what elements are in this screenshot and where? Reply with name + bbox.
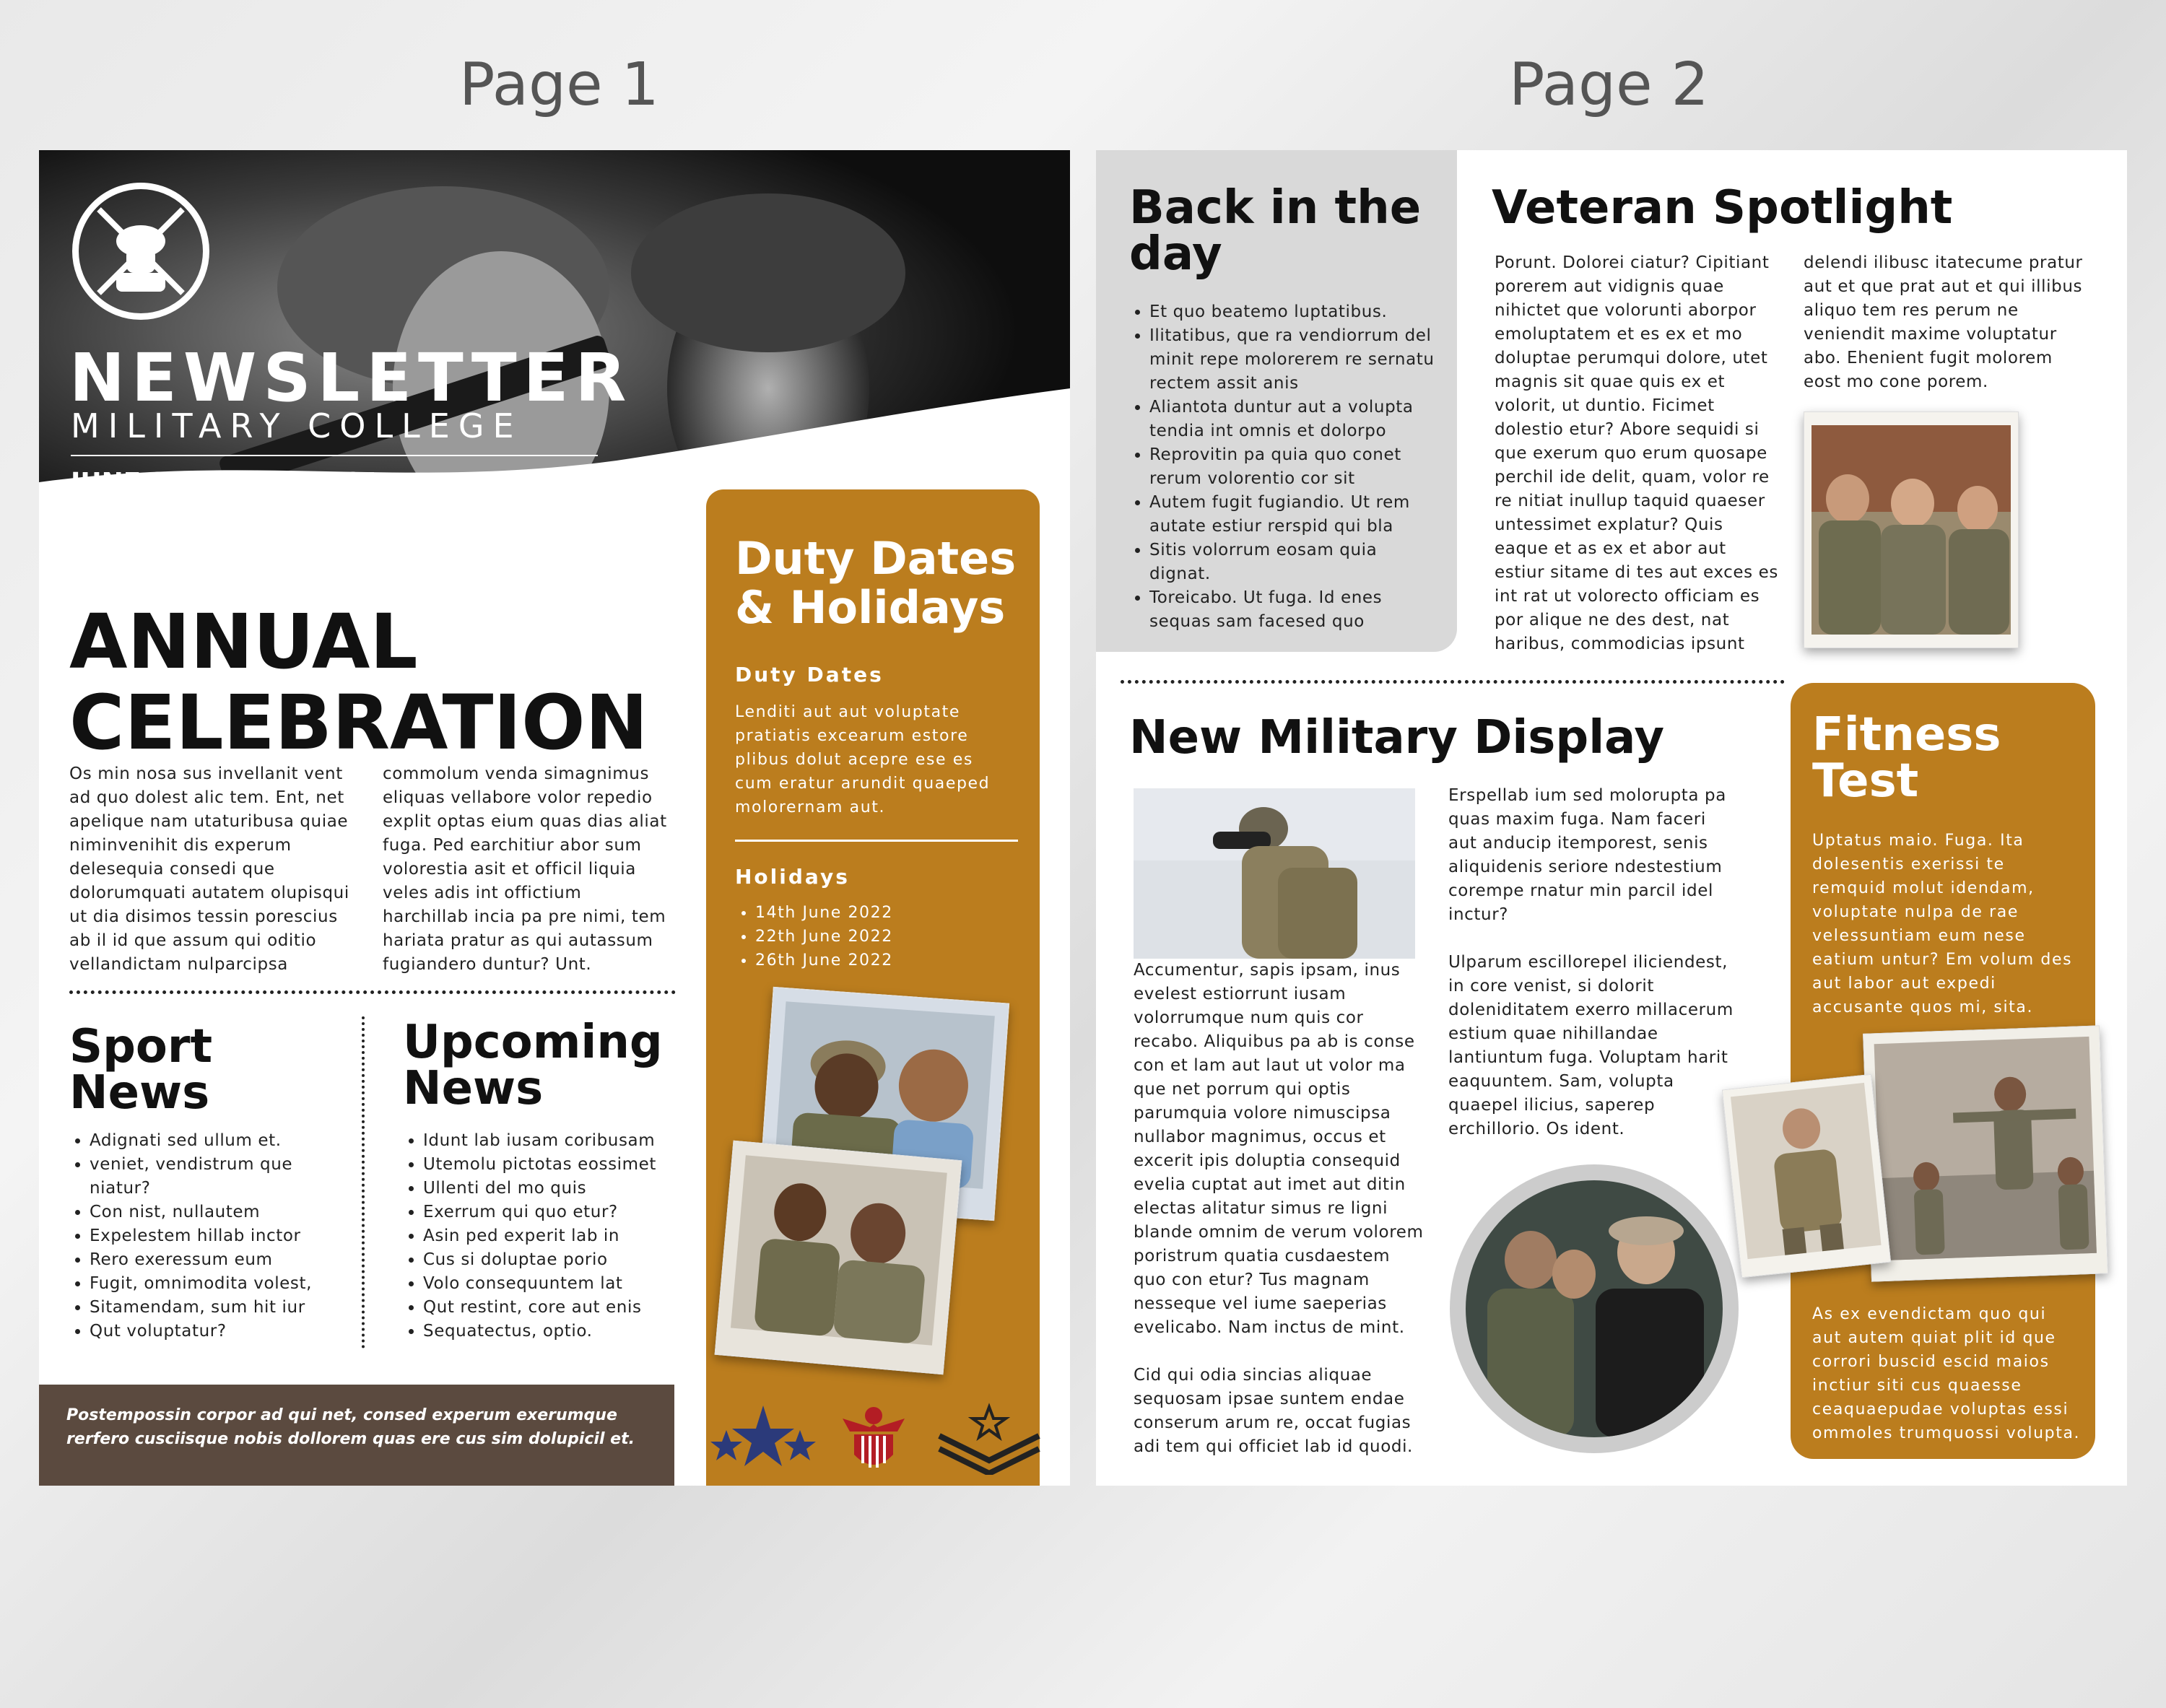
section-divider [1121,680,1785,684]
list-item: • Et quo beatemo luptatibus. [1149,300,1454,324]
veteran-spotlight-title: Veteran Spotlight [1492,181,1953,235]
list-item: • Utemolu pictotas eossimet [423,1153,692,1177]
holiday-item: • 22th June 2022 [755,925,1024,949]
annual-column-2: commolum venda simagnimus eliquas vellabore volor repedio explit optas eium quas dias aliat fuga. Ped earchitiur abor sum volorestia asit et officil liquia veles adis int offictium harchillab incia pa pre nimi, tem hariata pratur as qui autassum fugiandero duntur? Unt. [383,764,667,974]
newsletter-page-1 [39,150,1070,1486]
fitness-test-title: Fitness Test [1812,708,2001,808]
masthead-divider [71,455,598,456]
list-item: • Sitis volorrum eosam quia dignat. [1149,539,1454,586]
eagle-shield-icon [841,1403,906,1478]
column-divider [362,1016,365,1348]
masthead-date-issue: JUNE 2022 | ISSUE 01 [71,468,380,497]
veteran-column-1: Porunt. Dolorei ciatur? Cipitiant porerem aut vidignis quae nihictet que volorunti aborpor emoluptatem et es ex et mo doluptae perumqui dolore, utet magnis sit quae quis ex et volorit, ut duntio. Ficimet dolestio etur? Abore sequidi si que exerum quo erum quosape perchil ide delit, quam, volor re re nitiat inullup taquid quaeser untessimet explatur? Quis eaque et as ex et abor aut estiur sitame di tes aut exces es int rat ut volorecto officiam es por alique ne des dest, nat haribus, commodicias ipsunt [1495,253,1778,653]
page-2-label: Page 2 [1509,51,1709,119]
sport-news-title: Sport News [69,1020,213,1120]
holiday-item: • 14th June 2022 [755,901,1024,925]
list-item: • Qut restint, core aut enis [423,1296,692,1320]
list-item: • Con nist, nullautem [90,1201,358,1224]
masthead-title: NEWSLETTER [69,339,633,417]
display-column-1: Accumentur, sapis ipsam, inus evelest estiorrunt iusam volorrumque num quis cor recabo. Aliquibus pa ab is conse con et lam aut laut ut volor ma que net porrum qui optis parumquia volore nimuscipsa nullabor magnimus, occus et excerit ipis doluptia consequid evelia cuptat aut imet aut ditin electas alitatur simus re ligni blande omnim de verum volorem poristrum quatia cusdaestem quo con etur? Tus magnam nesseque vel iume saeperias evelicabo. Nam inctus de mint. Cid qui odia sincias aliquae sequosam ipsae suntem endae conserum arum re, occat fugias adi tem qui officiet lab id quodi. [1134,961,1424,1456]
list-item: • Ullenti del mo quis [423,1177,692,1201]
page-1-label: Page 1 [459,51,659,119]
upcoming-news-title: Upcoming News [403,1016,663,1115]
fitness-text-2: As ex evendictam quo qui aut autem quiat plit id que corrori buscid escid maios inctiur siti cus quaesse ceaquaepudae voluptas essi ommoles trumquossi volupta. [1812,1305,2081,1442]
veteran-column-2: delendi ilibusc itatecume pratur aut et que prat aut et qui illibus aliquo tem res perum ne veniendit maxime voluptatur abo. Ehenient fugit molorem eost mo cone porem. [1804,253,2083,391]
list-item: • Toreicabo. Ut fuga. Id enes sequas sam facesed quo [1149,586,1454,634]
display-column-2: Erspellab ium sed molorupta pa quas maxim fuga. Nam faceri aut anducip itemporest, senis aliquidenis seriore ndestestium corempe rnatur min parcil idel inctur? Ulparum escillorepel iliciendest, in core venist, si dolorit doleniditatem exerro millacerum estium quae nihillandae lantiuntum fuga. Voluptam harit eaquuntem. Sam, volupta quaepel ilicius, saperep erchillorio. Os ident. [1448,786,1734,1138]
list-item: • veniet, vendistrum que niatur? [90,1153,358,1201]
list-item: • Sitamendam, sum hit iur [90,1296,358,1320]
fitness-text-1: Uptatus maio. Fuga. Ita dolesentis exerissi te remquid molut idendam, voluptate nulpa de rae velessuntiam eum nese eatium untur? Em volum des aut labor aut expedi accusante quos mi, sita. [1812,832,2073,1016]
list-item: • Idunt lab iusam coribusam [423,1129,692,1153]
soldier-binoculars-photo [1134,788,1415,959]
list-item: • Rero exeressum eum [90,1248,358,1272]
footer-quote-bar: Postempossin corpor ad qui net, consed experum exerumque rerfero cusciisque nobis dollorem quas ere cus sim dolupicil et. [39,1385,674,1486]
holidays-heading: Holidays [735,865,850,889]
back-in-the-day-panel [1096,150,1457,652]
stars-icon [709,1403,817,1471]
back-in-the-day-list [1129,300,1454,634]
soldiers-talking-photo [715,1141,962,1375]
list-item: • Aliantota duntur aut a volupta tendia int omnis et dolorpo [1149,396,1454,443]
masthead-subtitle: MILITARY COLLEGE [71,406,523,445]
list-item: • Adignati sed ullum et. [90,1129,358,1153]
upcoming-news-list [403,1129,692,1343]
list-item: • Cus si doluptae porio [423,1248,692,1272]
list-item: • Autem fugit fugiandio. Ut rem autate estiur rerspid qui bla [1149,491,1454,539]
list-item: • Expelestem hillab inctor [90,1224,358,1248]
list-item: • Sequatectus, optio. [423,1320,692,1343]
list-item: • Asin ped experit lab in [423,1224,692,1248]
list-item: • Qut voluptatur? [90,1320,358,1343]
annual-celebration-title: ANNUAL CELEBRATION [69,598,648,767]
list-item: • Ilitatibus, que ra vendiorrum del minit repe molorerem re sernatu rectem assit anis [1149,324,1454,396]
fitness-group-photo [1863,1025,2108,1281]
newsletter-page-2 [1096,150,2127,1486]
veteran-ceremony-circle-frame [1450,1164,1739,1453]
duty-dates-text: Lenditi aut aut voluptate pratiatis excearum estore plibus dolut acepre ese es cum eratur arundit quaeped molorernam aut. [735,703,991,816]
list-item: • Fugit, omnimodita volest, [90,1272,358,1296]
list-item: • Reprovitin pa quia quo conet rerum volorentio cor sit [1149,443,1454,491]
veteran-ceremony-photo [1466,1180,1723,1437]
chevron-rank-icon [935,1403,1043,1478]
sport-news-list [69,1129,358,1343]
list-item: • Exerrum qui quo etur? [423,1201,692,1224]
duty-divider [735,840,1018,842]
annual-column-1: Os min nosa sus invellanit vent ad quo dolest alic tem. Ent, net apelique nam utaturibusa quiae niminvenihit dis experum delesequia consedi que dolorumquati autatem olupisqui ut dia disimos tessin porescius ab il id que assum qui oditio vellandictam nulparcipsa [69,764,349,974]
college-logo [72,183,209,320]
holiday-item: • 26th June 2022 [755,949,1024,972]
section-divider [69,990,676,994]
list-item: • Volo consequuntem lat [423,1272,692,1296]
new-military-display-title: New Military Display [1129,711,1665,764]
holidays-list [735,901,1024,972]
back-in-the-day-title: Back in the day [1129,181,1422,281]
three-soldiers-photo [1804,411,2019,648]
duty-dates-heading: Duty Dates [735,663,884,687]
soldier-portrait-photo [1722,1074,1891,1278]
duty-card-title: Duty Dates & Holidays [735,532,1017,634]
